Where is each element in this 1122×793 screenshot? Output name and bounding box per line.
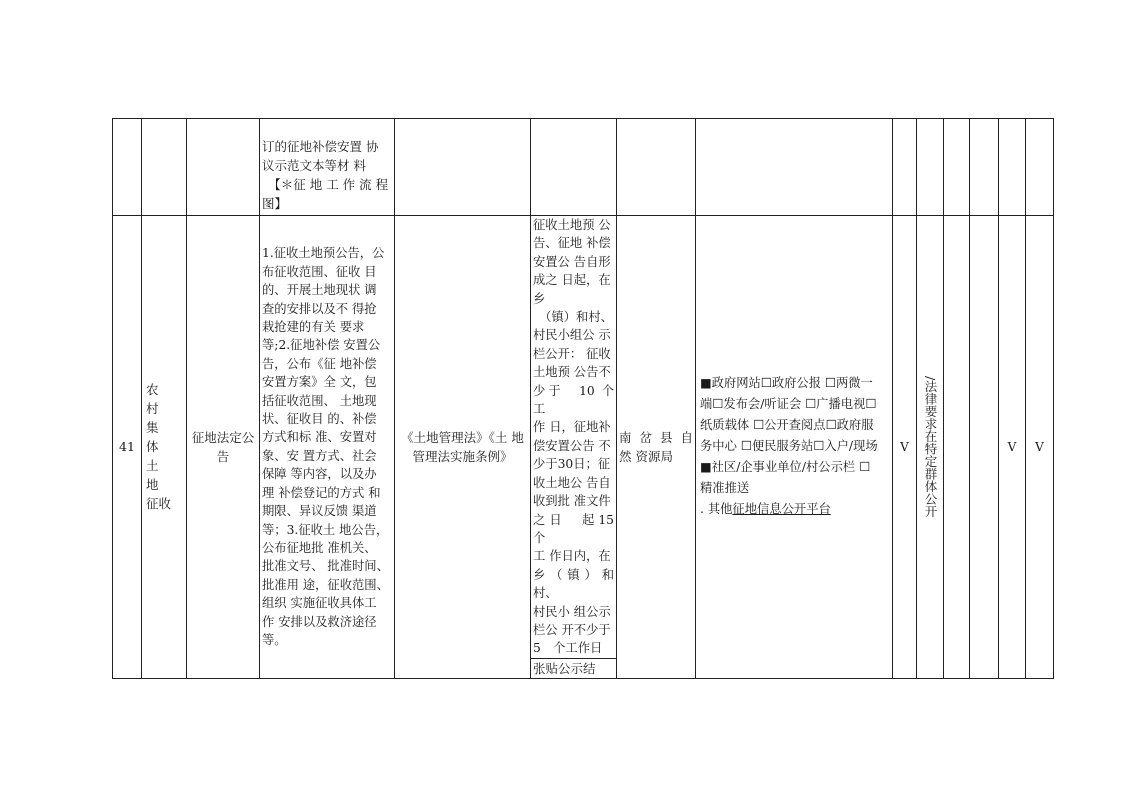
cell-scope-specific	[917, 216, 944, 679]
cell-empty	[917, 119, 944, 216]
content-line: 方式和标 准、安置对	[262, 430, 377, 445]
cell-empty	[1026, 119, 1054, 216]
cell-col13	[999, 216, 1026, 679]
channel-line: 端☐发布会/听证会 ☐广播电视☐	[700, 397, 877, 412]
category-line: 农 村	[146, 382, 172, 417]
time-line: 收到批 准文件	[533, 494, 611, 509]
channel-line: ■政府网站☐政府公报 ☐两微一	[700, 376, 873, 391]
table-row-41	[113, 216, 1054, 679]
channel-other	[700, 499, 890, 520]
cell-empty	[999, 119, 1026, 216]
disclosure-table	[112, 118, 1054, 679]
content-line: 作 安排以及救济途径	[262, 614, 377, 629]
cell-subject-empty	[617, 119, 696, 216]
cell-channel-empty	[696, 119, 893, 216]
time-line: 少于 10 个工	[533, 383, 614, 417]
cell-col14	[1026, 216, 1054, 679]
content-line: 【＊征 地 工 作 流 程	[262, 177, 389, 192]
disclosure-table-container	[112, 118, 1054, 679]
check-mark: V	[1035, 439, 1044, 454]
cell-time-empty	[531, 119, 617, 216]
content-line: 批准文号、 批准时间、	[262, 559, 389, 574]
cell-subject	[617, 216, 696, 679]
time-line: 栏公 开不少于	[533, 622, 611, 637]
check-mark: V	[900, 439, 909, 454]
cell-content-continuation	[260, 119, 395, 216]
content-line: 等。	[262, 632, 287, 647]
basis-text: 《土地管理法》《土 地管理法实施条例》	[401, 429, 524, 464]
check-mark: V	[1007, 439, 1017, 454]
channel-other-prefix: . 其他	[700, 502, 733, 517]
time-line: 5 个工作日	[533, 641, 603, 656]
time-sub-text: 张贴公示结	[531, 658, 616, 678]
content-line: 安置方案》全 文，包	[262, 375, 377, 390]
cell-scope-all	[893, 216, 917, 679]
content-line: 状、征收目 的、补偿	[262, 412, 377, 427]
cell-empty	[970, 119, 999, 216]
time-line: 土地预 公告不	[533, 365, 611, 380]
content-line: 公布征地批 准机关、	[262, 540, 377, 555]
cell-empty	[944, 216, 970, 679]
time-line: 村民小组公 示	[533, 328, 611, 343]
time-line: 成之 日起，在	[533, 273, 611, 288]
scope-specific-text: /法律要求在特定群体公开	[923, 376, 938, 518]
content-line: 组织 实施征收具体工	[262, 596, 377, 611]
cell-item-empty	[187, 119, 260, 216]
cell-category	[142, 216, 187, 679]
seq-number: 41	[119, 439, 135, 455]
content-line: 1.征收土地预公告，公	[262, 246, 385, 261]
channel-line: 务中心 ☐便民服务站☐入户/现场	[700, 439, 878, 454]
cell-basis	[395, 216, 531, 679]
channel-line: 精准推送	[700, 481, 750, 496]
cell-empty	[944, 119, 970, 216]
content-line: 括征收范围、 土地现	[262, 393, 377, 408]
time-line: 村民小 组公示	[533, 604, 611, 619]
content-line: 理 补偿登记的方式 和	[262, 485, 381, 500]
time-line: 偿安置公告 不	[533, 438, 611, 453]
cell-content	[260, 216, 395, 679]
time-line: 之日 起15 个	[533, 512, 614, 545]
cell-category-empty	[142, 119, 187, 216]
content-line: 的、开展土地现状 调	[262, 283, 377, 298]
content-line: 期限、异议反馈 渠道	[262, 504, 377, 519]
cell-empty	[970, 216, 999, 679]
content-line: 栽抢建的有关 要求	[262, 320, 365, 335]
content-line: 保障 等内容，以及办	[262, 467, 377, 482]
time-line: 收土地公 告自	[533, 475, 611, 490]
cell-channel	[696, 216, 893, 679]
category-line: 土 地	[146, 458, 172, 493]
channel-line: 纸质载体 ☐公开查阅点☐政府服	[700, 418, 874, 433]
item-text: 征地法定公告	[191, 429, 255, 464]
content-line: 议示范文本等材 料	[262, 158, 366, 173]
cell-item	[187, 216, 260, 679]
table-row-continuation	[113, 119, 1054, 216]
content-line: 批准用 途，征收范围、	[262, 577, 389, 592]
time-line: 安置公 告自形	[533, 254, 611, 269]
cell-basis-empty	[395, 119, 531, 216]
time-line: 告、征地 补偿	[533, 236, 611, 251]
content-line: 等；3.征收土 地公告，	[262, 522, 389, 537]
time-line: 栏公开： 征收	[533, 346, 611, 361]
time-line: 作 日，征地补	[533, 420, 611, 435]
cell-time	[531, 216, 617, 679]
time-line: 乡	[533, 291, 546, 306]
category-line: 集 体	[146, 420, 172, 455]
category-line: 征收	[146, 496, 172, 512]
time-line: 乡（镇）和 村、	[533, 567, 614, 601]
content-line: 告，公布《征 地补偿	[262, 356, 377, 371]
time-line: 征收土地预 公	[533, 218, 611, 232]
content-line: 图】	[262, 196, 288, 211]
time-line: 工 作日内，在	[533, 549, 611, 564]
channel-line: ■社区/企事业单位/村公示栏 ☐	[700, 460, 871, 475]
content-line: 查的安排以及不 得抢	[262, 301, 377, 316]
cell-empty	[893, 119, 917, 216]
time-line: 少于30日；征	[533, 457, 611, 472]
content-line: 象、安 置方式、社会	[262, 448, 377, 463]
content-line: 订的征地补偿安置 协	[262, 139, 379, 154]
subject-text: 南 岔 县 自 然 资源局	[619, 429, 693, 464]
channel-other-platform: 征地信息公开平台	[732, 502, 831, 517]
content-line: 布征收范围、征收 目	[262, 264, 377, 279]
time-line: （镇）和村、	[533, 310, 613, 325]
cell-seq-empty	[113, 119, 142, 216]
cell-seq	[113, 216, 142, 679]
content-line: 等;2.征地补偿 安置公	[262, 338, 381, 353]
